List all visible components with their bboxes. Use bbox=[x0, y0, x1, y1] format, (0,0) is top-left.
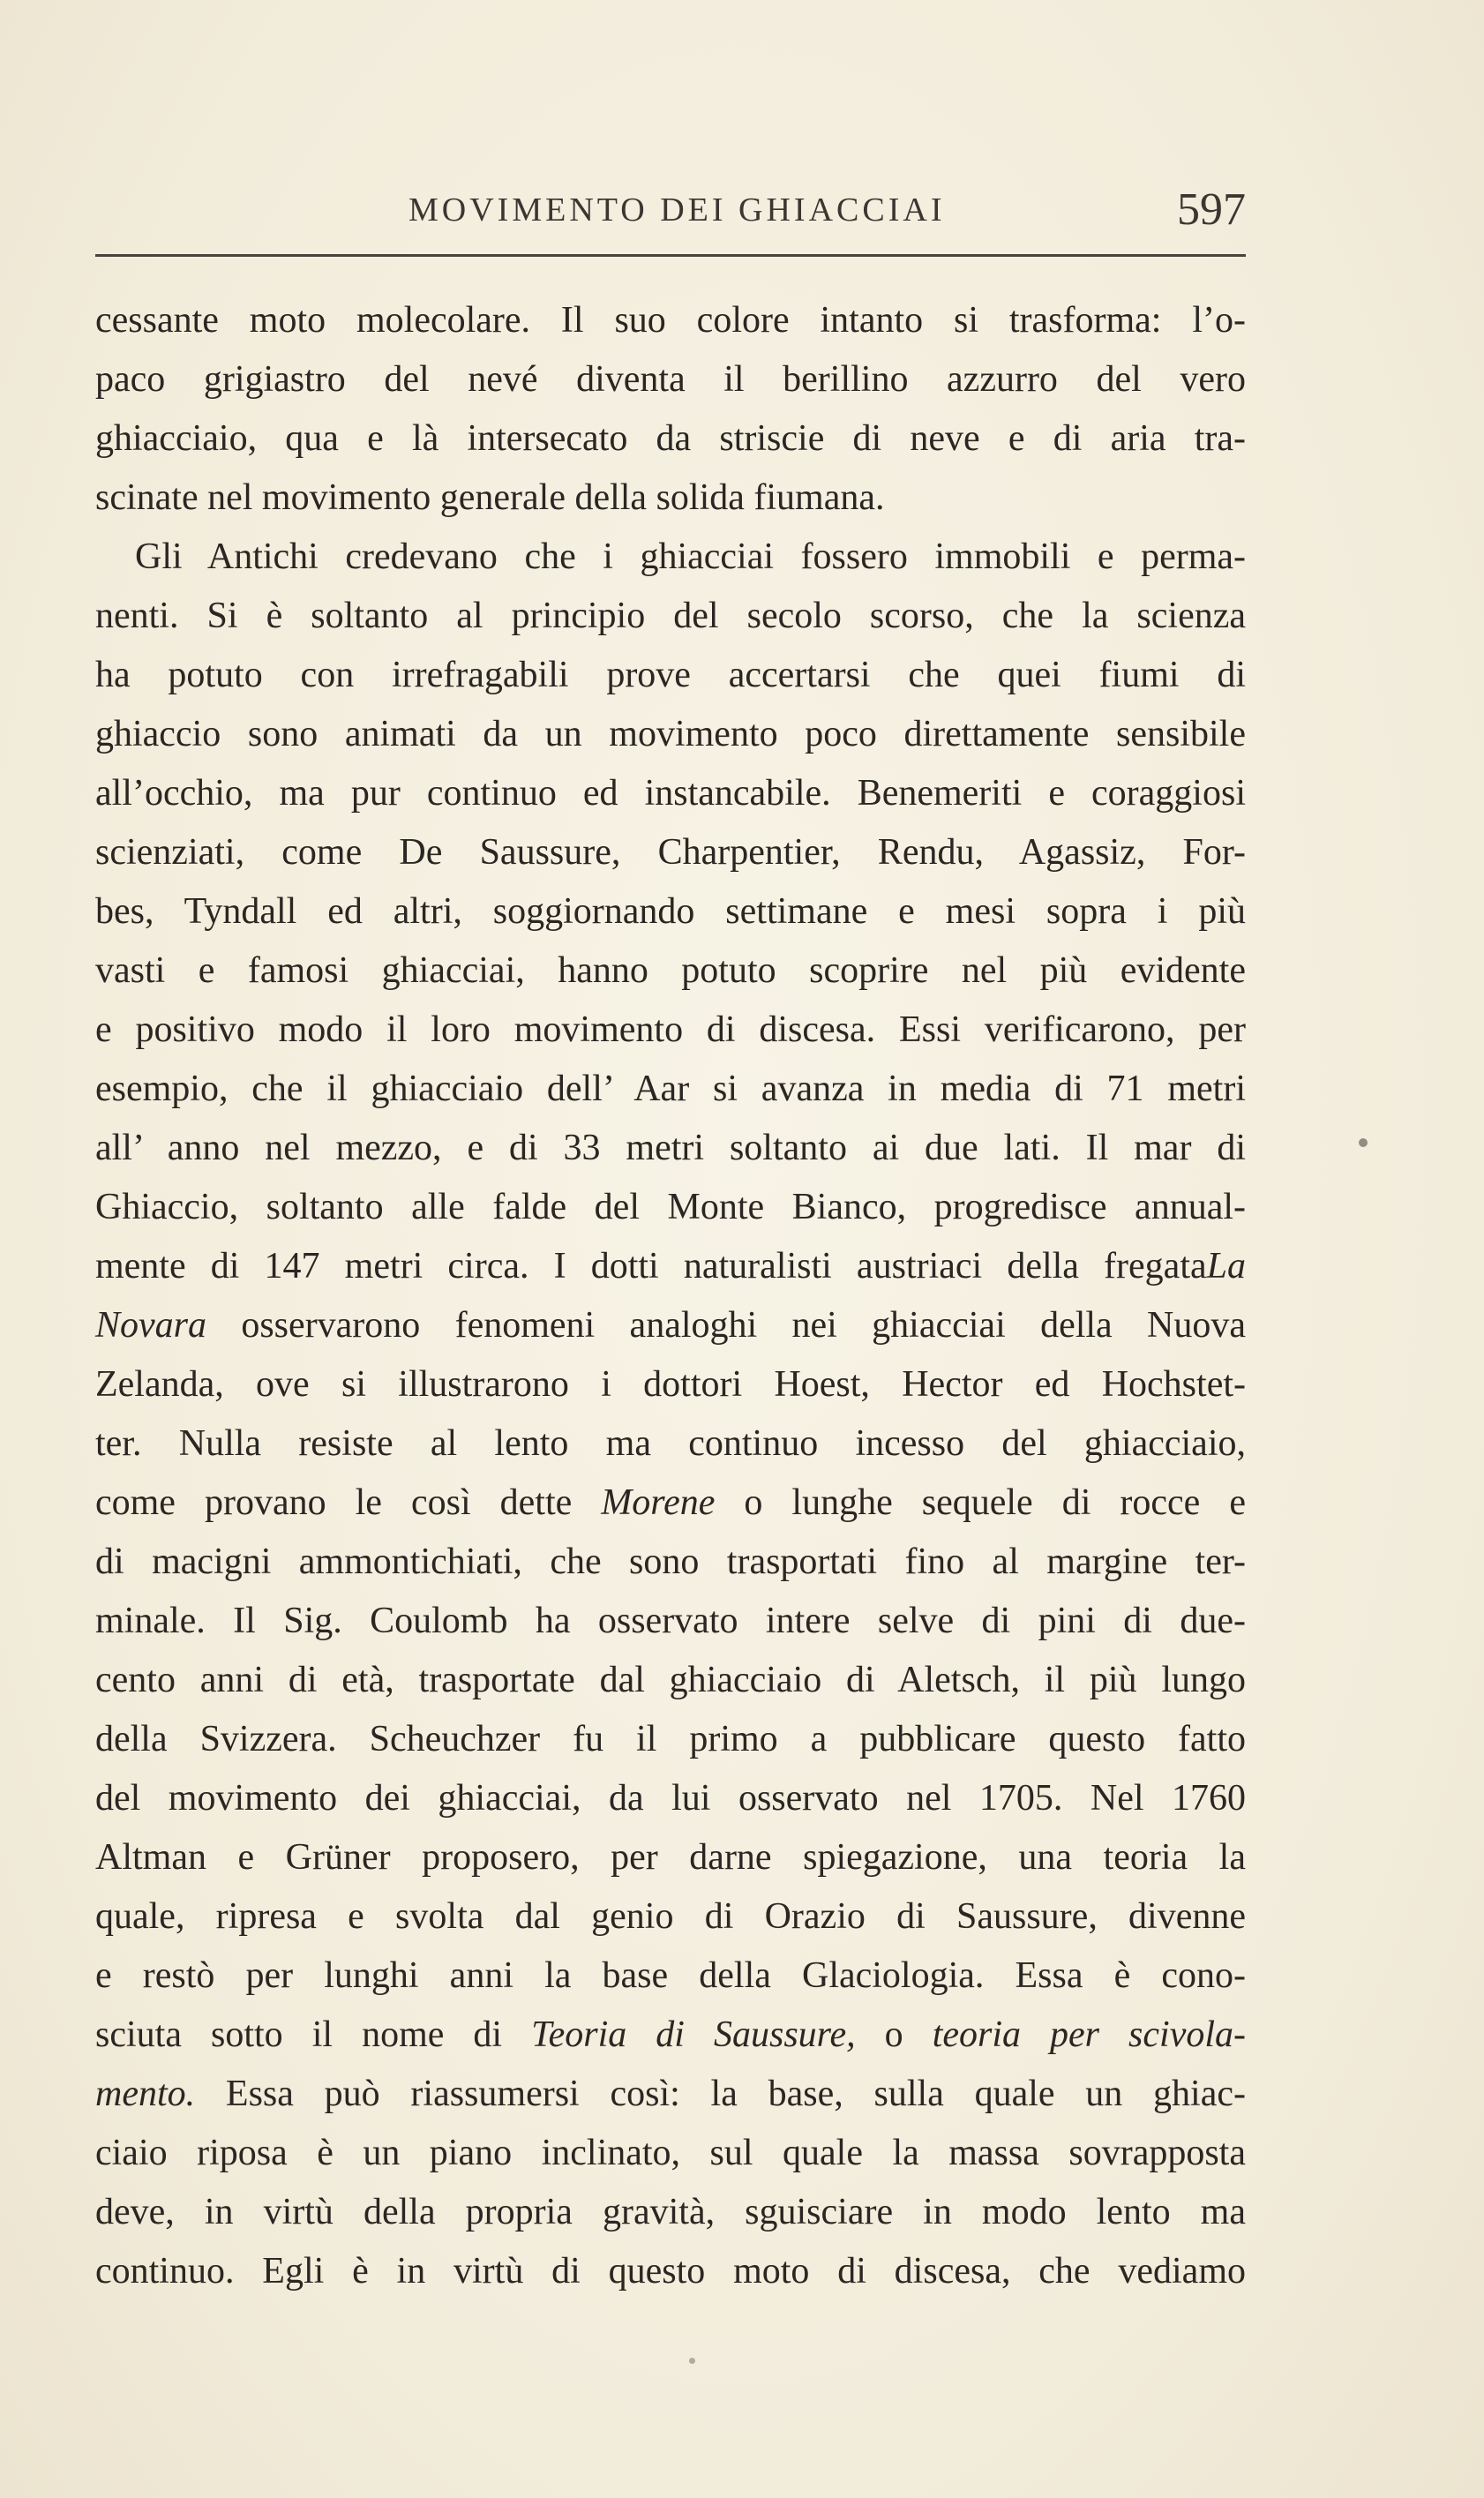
text-line: esempio, che il ghiacciaio dell’ Aar si avanza in media di 71 metri bbox=[95, 1069, 1246, 1109]
text-line: paco grigiastro del nevé diventa il berillino azzurro del vero bbox=[95, 359, 1246, 400]
text-line: Gli Antichi credevano che i ghiacciai fossero immobili e perma- bbox=[135, 536, 1246, 577]
text-line: cessante moto molecolare. Il suo colore intanto si trasforma: l’o- bbox=[95, 300, 1246, 341]
text-line: nenti. Si è soltanto al principio del secolo scorso, che la scienza bbox=[95, 596, 1246, 636]
text-line: scinate nel movimento generale della solida fiumana. bbox=[95, 477, 885, 518]
text-line: all’ anno nel mezzo, e di 33 metri soltanto ai due lati. Il mar di bbox=[95, 1128, 1246, 1168]
text-line: ha potuto con irrefragabili prove accertarsi che quei fiumi di bbox=[95, 655, 1246, 695]
text-line: minale. Il Sig. Coulomb ha osservato intere selve di pini di due- bbox=[95, 1601, 1246, 1641]
text-line: di macigni ammontichiati, che sono trasportati fino al margine ter- bbox=[95, 1542, 1246, 1582]
text-line: mento. Essa può riassumersi così: la base, sulla quale un ghiac- bbox=[95, 2074, 1246, 2114]
text-line: del movimento dei ghiacciai, da lui osservato nel 1705. Nel 1760 bbox=[95, 1778, 1246, 1819]
text-line: ghiaccio sono animati da un movimento poco direttamente sensibile bbox=[95, 714, 1246, 754]
text-line: sciuta sotto il nome di Teoria di Saussure, o teoria per scivola- bbox=[95, 2014, 1247, 2055]
text-line: Zelanda, ove si illustrarono i dottori Hoest, Hector ed Hochstet- bbox=[95, 1364, 1246, 1405]
page-number: 597 bbox=[1177, 184, 1246, 235]
text-line: come provano le così dette Morene o lunghe sequele di rocce e bbox=[95, 1482, 1246, 1523]
text-line: e restò per lunghi anni la base della Glaciologia. Essa è cono- bbox=[95, 1955, 1246, 1996]
text-line: Ghiaccio, soltanto alle falde del Monte Bianco, progredisce annual- bbox=[95, 1187, 1246, 1227]
text-line: vasti e famosi ghiacciai, hanno potuto scoprire nel più evidente bbox=[95, 950, 1246, 991]
header-rule bbox=[95, 254, 1246, 257]
body-text bbox=[95, 291, 1246, 2301]
text-line: della Svizzera. Scheuchzer fu il primo a pubblicare questo fatto bbox=[95, 1719, 1246, 1759]
text-line: all’occhio, ma pur continuo ed instancabile. Benemeriti e coraggiosi bbox=[95, 773, 1246, 814]
text-line: ciaio riposa è un piano inclinato, sul quale la massa sovrapposta bbox=[95, 2133, 1246, 2173]
text-line: scienziati, come De Saussure, Charpentier, Rendu, Agassiz, For- bbox=[95, 832, 1246, 873]
dust-speck bbox=[689, 2358, 695, 2364]
running-title: MOVIMENTO DEI GHIACCIAI bbox=[408, 191, 946, 229]
text-line: cento anni di età, trasportate dal ghiacciaio di Aletsch, il più lungo bbox=[95, 1660, 1246, 1700]
text-line: continuo. Egli è in virtù di questo moto di discesa, che vediamo bbox=[95, 2251, 1246, 2292]
text-line: Novara osservarono fenomeni analoghi nei ghiacciai della Nuova bbox=[95, 1305, 1246, 1346]
text-line: mente di 147 metri circa. I dotti naturalisti austriaci della fregataLa bbox=[95, 1246, 1246, 1287]
margin-speck bbox=[1359, 1138, 1368, 1147]
text-line: Altman e Grüner proposero, per darne spiegazione, una teoria la bbox=[95, 1837, 1246, 1878]
text-line: ter. Nulla resiste al lento ma continuo incesso del ghiacciaio, bbox=[95, 1423, 1246, 1464]
text-line: e positivo modo il loro movimento di discesa. Essi verificarono, per bbox=[95, 1009, 1246, 1050]
text-line: bes, Tyndall ed altri, soggiornando settimane e mesi sopra i più bbox=[95, 891, 1246, 932]
running-head bbox=[95, 184, 1246, 236]
text-line: quale, ripresa e svolta dal genio di Orazio di Saussure, divenne bbox=[95, 1896, 1246, 1937]
text-line: ghiacciaio, qua e là intersecato da striscie di neve e di aria tra- bbox=[95, 418, 1246, 459]
text-line: deve, in virtù della propria gravità, sguisciare in modo lento ma bbox=[95, 2192, 1246, 2232]
